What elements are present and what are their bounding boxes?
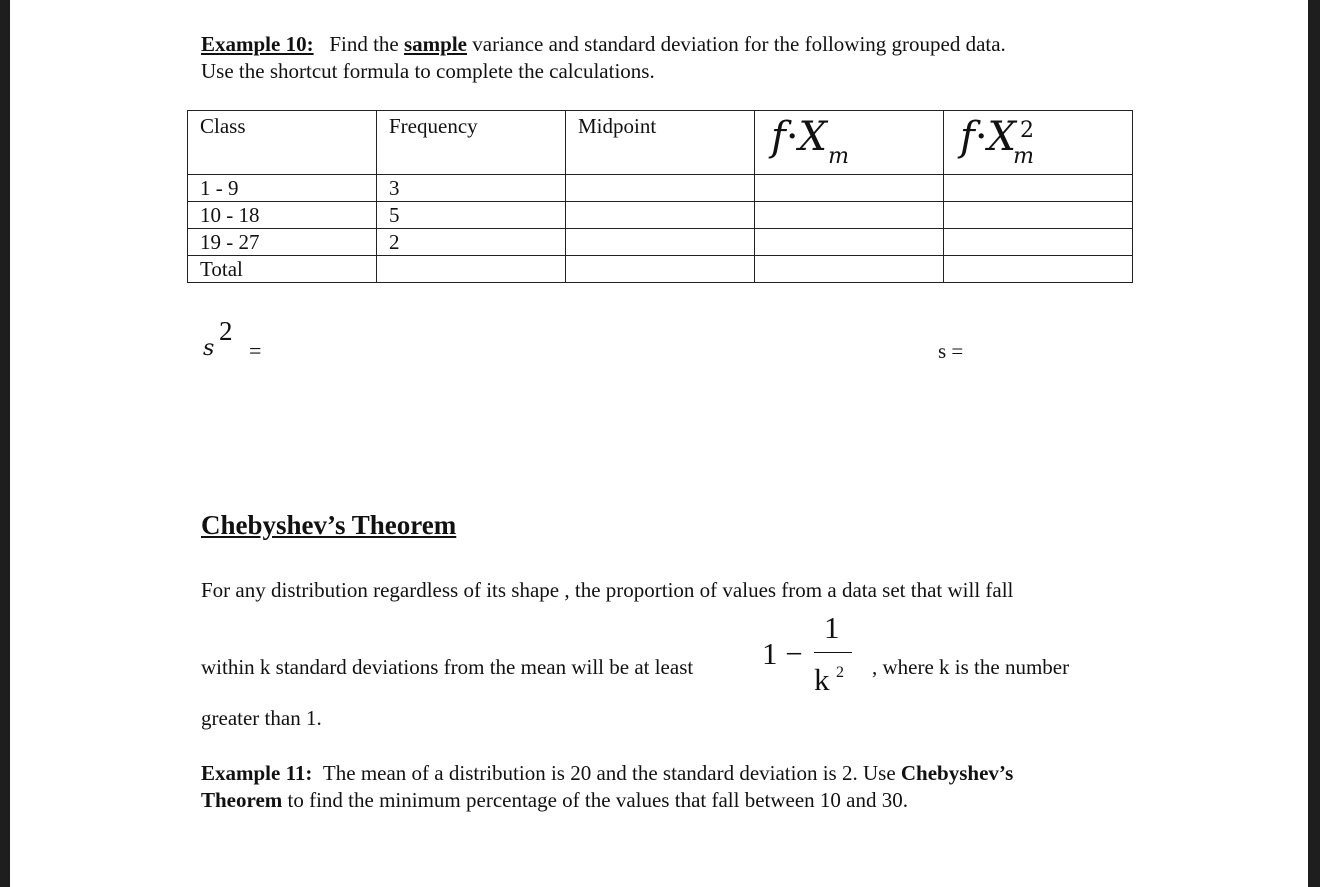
cell-frequency: 3 — [377, 175, 566, 202]
example10-line1 — [201, 31, 1006, 58]
cell-f-xm — [755, 202, 944, 229]
table-header-row — [188, 111, 1133, 175]
cell-f-xm2 — [944, 175, 1133, 202]
cell-frequency: 2 — [377, 229, 566, 256]
example10-line2: Use the shortcut formula to complete the calculations. — [201, 59, 655, 83]
fraction-one-minus: 1 − — [762, 636, 803, 671]
example11-text-a: The mean of a distribution is 20 and the standard deviation is 2. Use — [322, 761, 896, 785]
example11-text-b: to find the minimum percentage of the values that fall between 10 and 30. — [287, 788, 908, 812]
grouped-data-table — [187, 110, 1133, 283]
example10-label: Example 10: — [201, 32, 314, 56]
cell-class: Total — [188, 256, 377, 283]
variance-equals: = — [249, 338, 262, 363]
fraction-numerator: 1 — [824, 610, 840, 645]
formula-f-xm-squared — [960, 114, 1035, 169]
header-f-xm2 — [944, 111, 1133, 175]
x-symbol-2: X — [987, 114, 1017, 160]
table-row — [188, 202, 1133, 229]
example10-text-a: Find the — [329, 32, 399, 56]
header-f-xm — [755, 111, 944, 175]
cell-midpoint — [566, 229, 755, 256]
header-class: Class — [188, 111, 377, 175]
chebyshev-fraction — [762, 610, 872, 705]
sample-variance-formula — [203, 316, 293, 366]
formula-f-xm — [771, 114, 850, 169]
cell-f-xm2 — [944, 202, 1133, 229]
cell-midpoint — [566, 175, 755, 202]
example11-emphasis1: Chebyshev’s — [900, 761, 1014, 785]
m-subscript: m — [828, 144, 850, 169]
chebyshev-paragraph-line2a: within k standard deviations from the mean will be at least — [201, 655, 694, 679]
example11-label: Example 11: — [201, 761, 313, 785]
example11-emphasis2: Theorem — [201, 788, 283, 812]
x-symbol: X — [798, 114, 828, 160]
std-dev-formula: s = — [938, 339, 964, 363]
cell-f-xm2 — [944, 229, 1133, 256]
cell-frequency: 5 — [377, 202, 566, 229]
cell-f-xm — [755, 229, 944, 256]
dot-symbol-2: · — [974, 114, 988, 160]
f-symbol-2: f — [960, 114, 975, 160]
header-midpoint: Midpoint — [566, 111, 755, 175]
table-row — [188, 175, 1133, 202]
document-page — [10, 0, 1308, 887]
chebyshev-paragraph-line2b: , where k is the number — [872, 655, 1070, 679]
fraction-denominator-exponent: 2 — [836, 664, 844, 681]
cell-class: 10 - 18 — [188, 202, 377, 229]
cell-f-xm2 — [944, 256, 1133, 283]
example10-emphasis: sample — [404, 32, 467, 56]
m-subscript-2: m — [1013, 144, 1035, 169]
example11-line2 — [201, 787, 908, 814]
cell-f-xm — [755, 175, 944, 202]
f-symbol: f — [771, 114, 786, 160]
dot-symbol: · — [785, 114, 799, 160]
table-row — [188, 229, 1133, 256]
fraction-denominator: k — [814, 662, 830, 697]
variance-exponent: 2 — [219, 316, 233, 346]
squared-superscript: 2 — [1020, 118, 1035, 143]
fraction-bar — [814, 652, 852, 653]
cell-class: 19 - 27 — [188, 229, 377, 256]
chebyshev-paragraph-line1: For any distribution regardless of its shape , the proportion of values from a data set that will fall — [201, 578, 1014, 602]
s-letter: s — [203, 336, 215, 361]
cell-class: 1 - 9 — [188, 175, 377, 202]
cell-frequency — [377, 256, 566, 283]
chebyshev-paragraph-line3: greater than 1. — [201, 706, 322, 730]
example11-line1 — [201, 760, 1013, 787]
example10-text-b: variance and standard deviation for the following grouped data. — [472, 32, 1006, 56]
header-frequency: Frequency — [377, 111, 566, 175]
table-row — [188, 256, 1133, 283]
cell-midpoint — [566, 202, 755, 229]
cell-midpoint — [566, 256, 755, 283]
cell-f-xm — [755, 256, 944, 283]
chebyshev-title: Chebyshev’s Theorem — [201, 510, 457, 540]
